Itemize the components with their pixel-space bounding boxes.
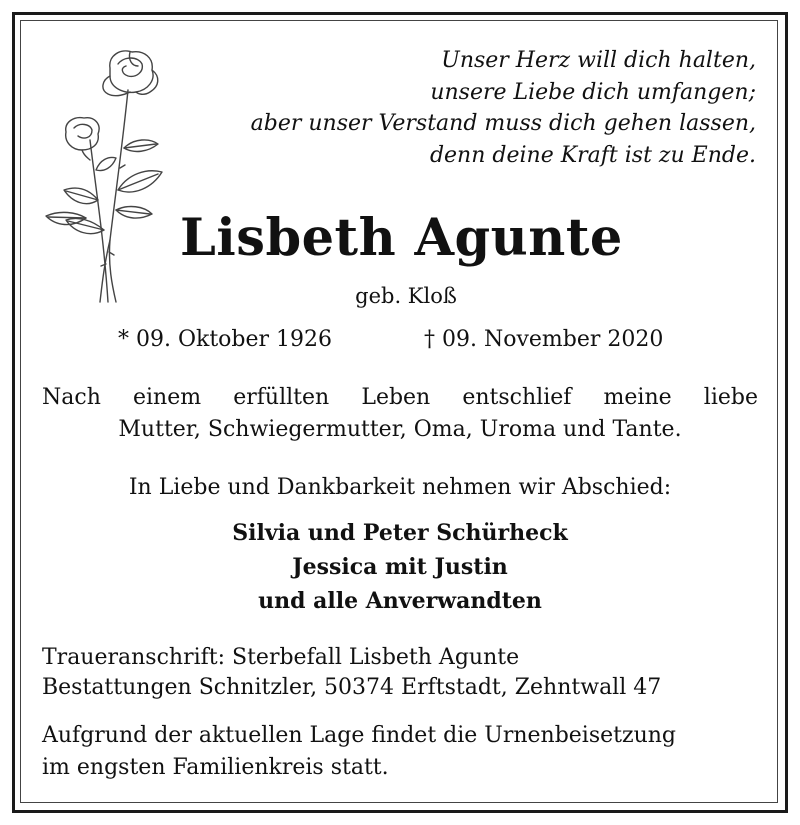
poem-line: unsere Liebe dich umfangen; xyxy=(430,79,756,105)
death-date: † 09. November 2020 xyxy=(424,327,664,352)
rose-icon xyxy=(38,40,170,305)
maiden-name: geb. Kloß xyxy=(355,284,457,308)
family-names xyxy=(0,516,800,618)
deceased-name: Lisbeth Agunte xyxy=(180,208,623,268)
note-line: im engsten Familienkreis statt. xyxy=(42,755,389,780)
poem-line: Unser Herz will dich halten, xyxy=(441,48,756,73)
address-line: Bestattungen Schnitzler, 50374 Erftstadt, Zehntwall 47 xyxy=(42,675,662,700)
note-line: Aufgrund der aktuellen Lage findet die Urnenbeisetzung xyxy=(42,723,677,748)
poem-line: denn deine Kraft ist zu Ende. xyxy=(429,142,756,168)
obituary-message xyxy=(42,382,758,446)
poem-line: aber unser Verstand muss dich gehen lassen, xyxy=(250,111,756,136)
family-line: Silvia und Peter Schürheck xyxy=(232,520,568,546)
birth-date: * 09. Oktober 1926 xyxy=(118,327,333,352)
burial-note xyxy=(42,720,758,784)
farewell-text: In Liebe und Dankbarkeit nehmen wir Abschied: xyxy=(128,475,672,500)
message-line: Nach einem erfüllten Leben entschlief meine liebe xyxy=(42,385,758,410)
address-line: Traueranschrift: Sterbefall Lisbeth Agunte xyxy=(42,645,520,670)
family-line: und alle Anverwandten xyxy=(258,588,542,614)
mourning-address xyxy=(42,643,758,703)
poem xyxy=(156,45,756,171)
family-line: Jessica mit Justin xyxy=(292,554,508,580)
message-line: Mutter, Schwiegermutter, Oma, Uroma und Tante. xyxy=(118,417,682,442)
